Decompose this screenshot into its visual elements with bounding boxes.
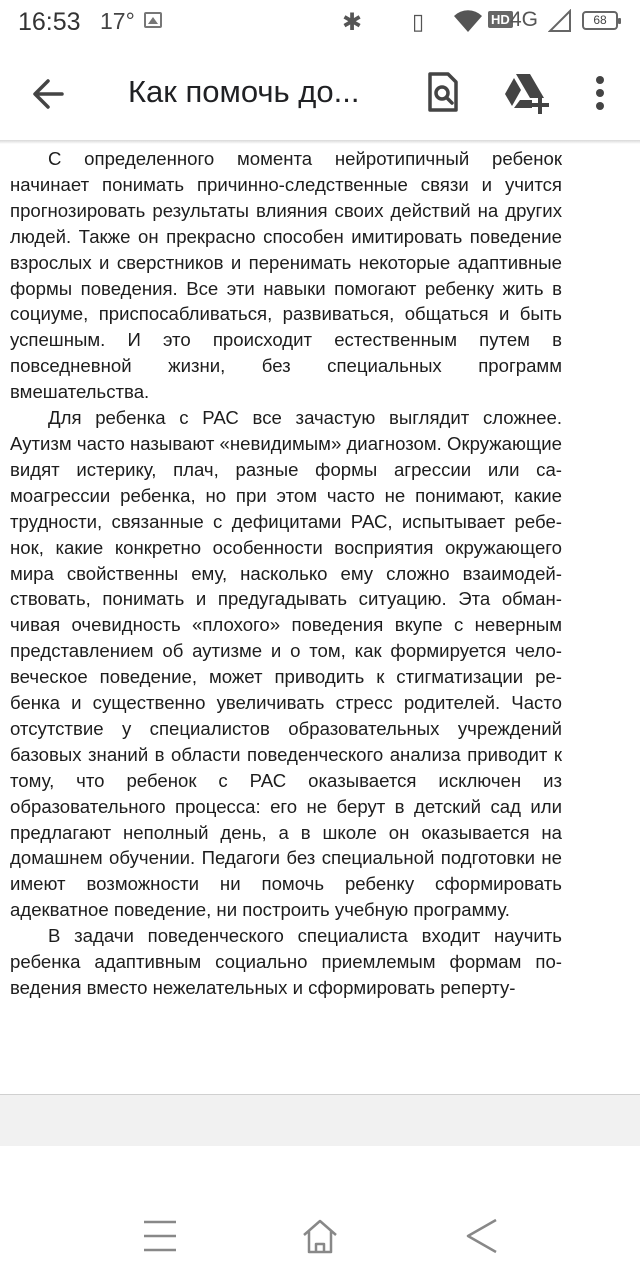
add-to-drive-icon (500, 70, 552, 116)
wifi-icon (452, 6, 484, 39)
status-bar (0, 0, 640, 44)
paragraph: С определенного момента нейротипичный ребенок начинает понимать причинно-следственные связи и учится прогнозировать результаты влияния своих действий на других людей. Также он прекрасно способен имитировать поведение взрослых и сверстников и перенимать некоторые адаптивные формы поведения. Все эти навыки помогают ребенку жить в социуме, приспосабливаться, развиваться, общаться и быть успешным. И это происходит естественным путем в повседневной жизни, без специальных программ вмешательства. (10, 148, 562, 403)
image-notification-icon (144, 12, 162, 28)
navigation-bar (0, 1146, 640, 1280)
bluetooth-icon: ✱ (342, 9, 363, 36)
document-page[interactable] (0, 144, 640, 1094)
back-button[interactable] (26, 72, 74, 116)
home-icon (300, 1216, 340, 1256)
paragraph: В задачи поведенческого специалиста входит научить ребенка адаптивным социально приемлемым формам поведения вместо нежелательных и сформировать реперту- (10, 925, 562, 998)
add-to-drive-button[interactable] (500, 70, 552, 116)
document-body (10, 146, 562, 1001)
battery-icon: 68 (582, 11, 618, 30)
signal-icon (548, 9, 572, 38)
nav-menu-button[interactable] (140, 1218, 180, 1254)
status-temperature: 17° (100, 8, 135, 34)
menu-icon (140, 1218, 180, 1254)
document-title: Как помочь до... (128, 74, 360, 109)
status-time: 16:53 (18, 8, 81, 36)
vibrate-icon: ▯ (412, 9, 425, 34)
more-options-button[interactable] (584, 70, 616, 118)
paragraph: Для ребенка с РАС все зачастую выглядит сложнее. Аутизм часто называют «невидимым» диагнозом. Окружающие видят истерику, плач, разные формы агрессии или самоагрессии ребенка, но при этом часто не понимают, какие трудности, связанные с дефицитами РАС, испытывает ребенок, какие конкретно особенности восприятия окружающего мира свойственны ему, насколько ему сложно взаимодействовать, понимать и предугадывать ситуацию. Эта обманчивая очевидность «плохого» поведения вкупе с неверным представлением об аутизме и о том, как формируется человеческое поведение, может приводить к стигматизации ребенка и существенно увеличивать стресс родителей. Часто отсутствие у специалистов образовательных учреждений базовых знаний в области поведенческого анализа приводит к тому, что ребенок с РАС оказывается исключен из образовательного процесса: его не берут в детский сад или предлагают неполный день, а в школе он оказывается на домашнем обучении. Педагоги без специальной подготовки не имеют возможности ни помочь ребенку сформировать адекватное поведение, ни построить учебную программу. (10, 407, 562, 921)
find-in-page-button[interactable] (418, 68, 466, 116)
find-in-page-icon (418, 68, 466, 116)
hd-badge: HD (488, 11, 513, 28)
app-bar (0, 44, 640, 140)
nav-back-button[interactable] (462, 1216, 502, 1256)
page-separator (0, 1094, 640, 1147)
network-type: 4G (510, 8, 539, 31)
back-icon (462, 1216, 502, 1256)
nav-home-button[interactable] (300, 1216, 340, 1256)
more-vert-icon (584, 70, 616, 118)
arrow-left-icon (26, 72, 74, 116)
